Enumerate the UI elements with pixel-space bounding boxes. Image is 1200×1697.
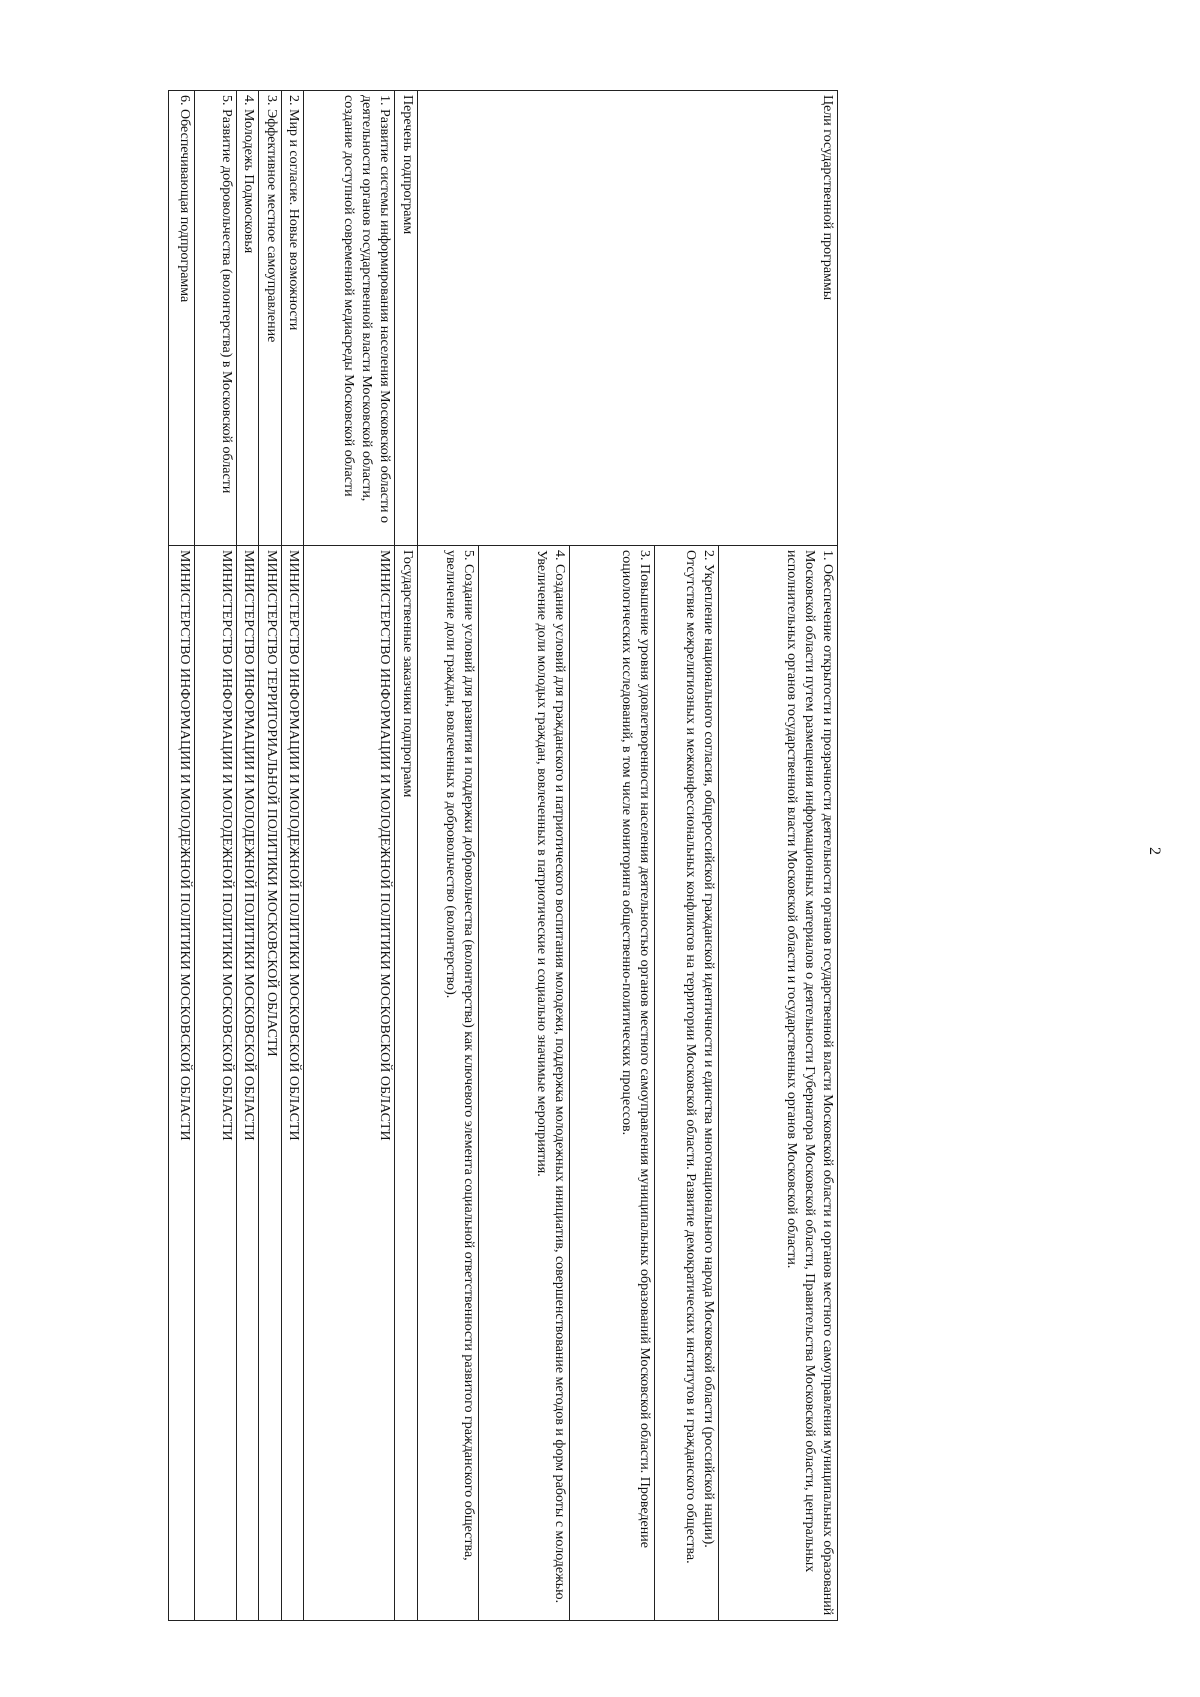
program-passport-table [168, 90, 838, 1621]
subprogram-row-6 [169, 91, 195, 1621]
rotated-table-container [168, 90, 838, 1620]
subprogram-customer-6: МИНИСТЕРСТВО ИНФОРМАЦИИ И МОЛОДЕЖНОЙ ПОЛИТИКИ МОСКОВСКОЙ ОБЛАСТИ [169, 546, 195, 1621]
subprogram-customer-2: МИНИСТЕРСТВО ИНФОРМАЦИИ И МОЛОДЕЖНОЙ ПОЛИТИКИ МОСКОВСКОЙ ОБЛАСТИ [281, 546, 303, 1621]
subprogram-name-2: 2. Мир и согласие. Новые возможности [281, 91, 303, 546]
subprogram-row-5 [194, 91, 236, 1621]
subprogram-customer-3: МИНИСТЕРСТВО ТЕРРИТОРИАЛЬНОЙ ПОЛИТИКИ МОСКОВСКОЙ ОБЛАСТИ [259, 546, 281, 1621]
subprogram-row-1 [303, 91, 394, 1621]
goal-item-2: 2. Укрепление национального согласия, общероссийской гражданской идентичности и единства многонационального народа Московской области (российской нации). Отсутствие межрелигиозных и межконфессиональных конфликтов на территории Московской области. Развитие демократических институтов и гражданского общества. [655, 546, 719, 1621]
goal-item-4: 4. Создание условий для гражданского и патриотического воспитания молодежи, поддержка молодежных инициатив, совершенствование методов и форм работы с молодежью. Увеличение доли молодых граждан, вовлеченных в патриотические и социально значимые мероприятия. [479, 546, 570, 1621]
goals-row-1 [719, 91, 838, 1621]
subprograms-header-label: Перечень подпрограмм [395, 91, 417, 546]
subprograms-header-row [395, 91, 417, 1621]
subprogram-row-3 [259, 91, 281, 1621]
subprogram-name-5: 5. Развитие добровольчества (волонтерства) в Московской области [194, 91, 236, 546]
subprogram-name-6: 6. Обеспечивающая подпрограмма [169, 91, 195, 546]
subprogram-customer-5: МИНИСТЕРСТВО ИНФОРМАЦИИ И МОЛОДЕЖНОЙ ПОЛИТИКИ МОСКОВСКОЙ ОБЛАСТИ [194, 546, 236, 1621]
subprogram-customer-4: МИНИСТЕРСТВО ИНФОРМАЦИИ И МОЛОДЕЖНОЙ ПОЛИТИКИ МОСКОВСКОЙ ОБЛАСТИ [237, 546, 259, 1621]
goal-item-1: 1. Обеспечение открытости и прозрачности деятельности органов государственной власти Московской области и органов местного самоуправления муниципальных образований Московской области путем размещения информационных материалов о деятельности Губернатора Московской области, Правительства Московской области, центральных исполнительных органов государственной власти Московской области и государственных органов Московской области. [719, 546, 838, 1621]
goal-item-3: 3. Повышение уровня удовлетворенности населения деятельностью органов местного самоуправления муниципальных образований Московской области. Проведение социологических исследований, в том числе мониторинга общественно-политических процессов. [570, 546, 655, 1621]
goal-item-5: 5. Создание условий для развития и поддержки добровольчества (волонтерства) как ключевого элемента социальной ответственности развитого гражданского общества, увеличение доли граждан, вовлеченных в добровольчество (волонтерство). [417, 546, 479, 1621]
subprograms-header-value: Государственные заказчики подпрограмм [395, 546, 417, 1621]
subprogram-name-1: 1. Развитие системы информирования населения Московской области о деятельности органов государственной власти Московской области, создание доступной современной медиасреды Московской области [303, 91, 394, 546]
subprogram-row-2 [281, 91, 303, 1621]
goals-label: Цели государственной программы [417, 91, 837, 546]
page-number: 2 [1146, 847, 1163, 855]
subprogram-customer-1: МИНИСТЕРСТВО ИНФОРМАЦИИ И МОЛОДЕЖНОЙ ПОЛИТИКИ МОСКОВСКОЙ ОБЛАСТИ [303, 546, 394, 1621]
subprogram-name-4: 4. Молодежь Подмосковья [237, 91, 259, 546]
subprogram-row-4 [237, 91, 259, 1621]
subprogram-name-3: 3. Эффективное местное самоуправление [259, 91, 281, 546]
